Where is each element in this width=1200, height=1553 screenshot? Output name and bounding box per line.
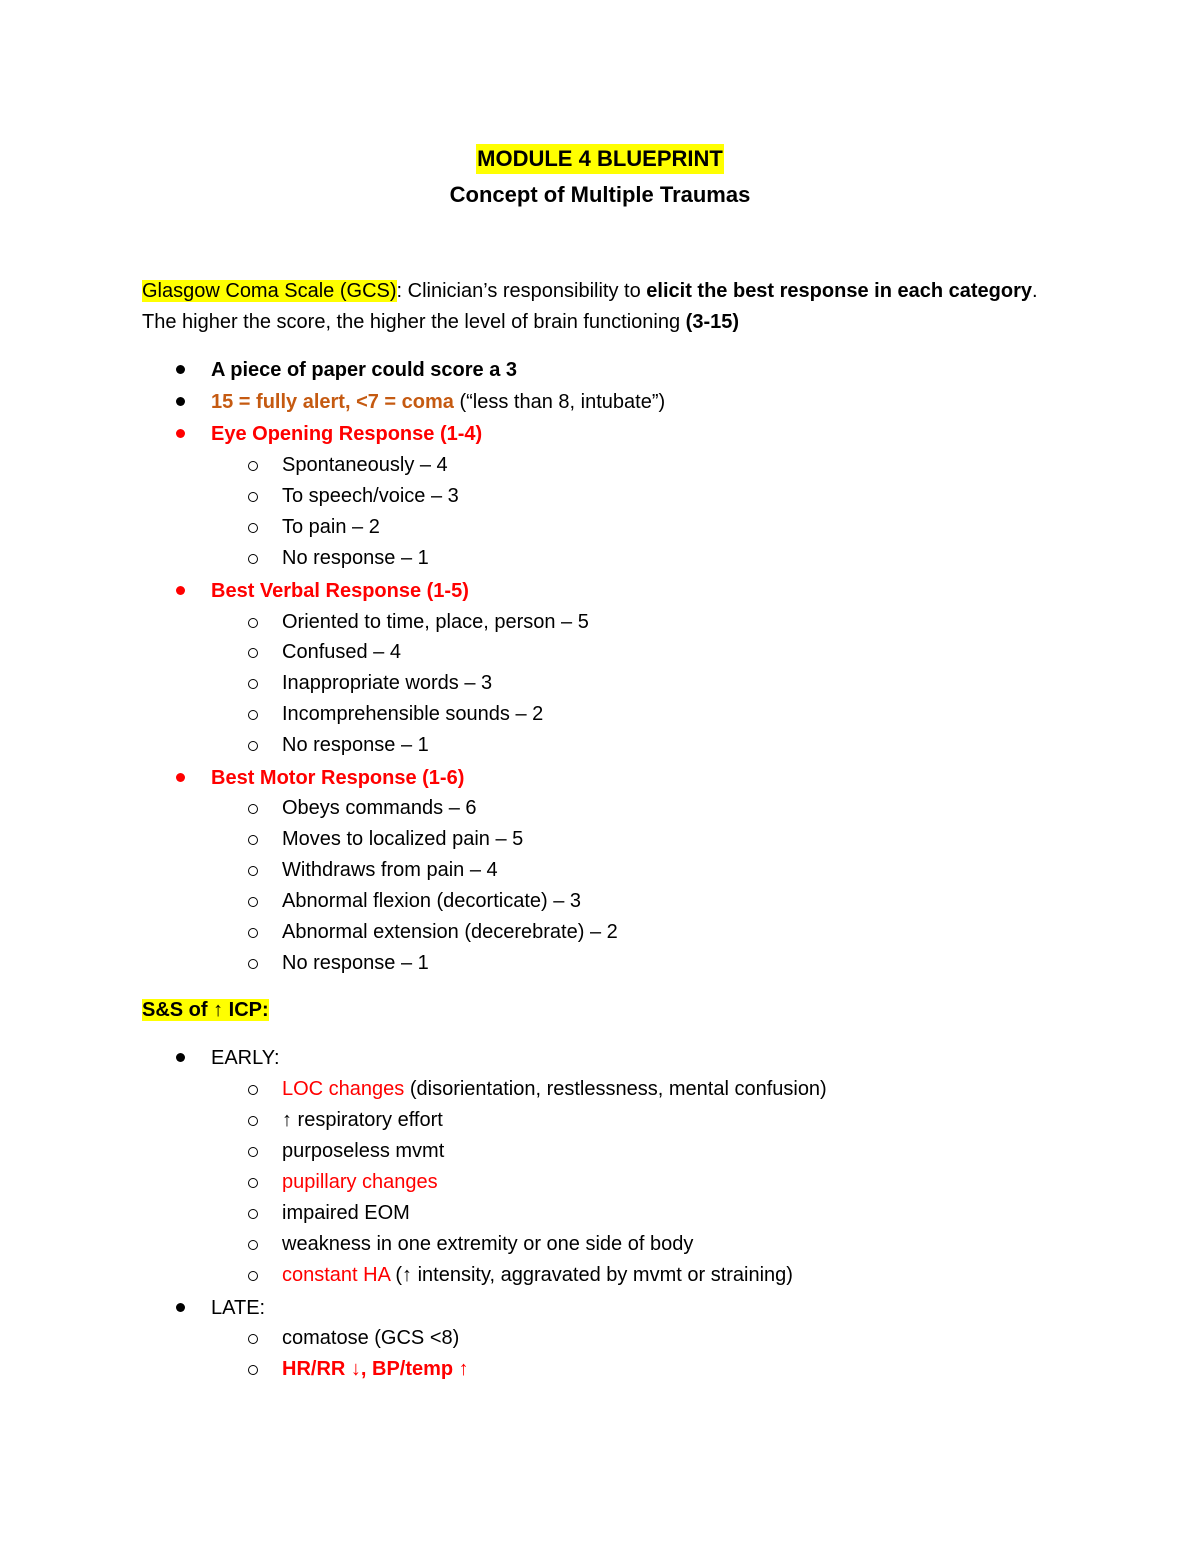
list-item: Obeys commands – 6: [282, 797, 477, 819]
list-item-loc: [282, 1076, 827, 1102]
circle-bullet-icon: [248, 897, 260, 909]
gcs-intro: [142, 276, 1042, 338]
list-item: weakness in one extremity or one side of body: [282, 1233, 694, 1255]
page-subtitle: Concept of Multiple Traumas: [449, 182, 751, 207]
circle-bullet-icon: [248, 618, 260, 630]
list-item: pupillary changes: [282, 1171, 438, 1193]
motor-heading: Best Motor Response (1-6): [211, 767, 465, 789]
circle-bullet-icon: [248, 835, 260, 847]
circle-bullet-icon: [248, 679, 260, 691]
icp-heading: S&S of ↑ ICP:: [142, 999, 269, 1021]
list-item: comatose (GCS <8): [282, 1327, 460, 1349]
list-item: impaired EOM: [282, 1202, 410, 1224]
list-item: To speech/voice – 3: [282, 485, 459, 507]
circle-bullet-icon: [248, 554, 260, 566]
circle-bullet-icon: [248, 866, 260, 878]
list-item: No response – 1: [282, 734, 429, 756]
circle-bullet-icon: [248, 928, 260, 940]
verbal-heading: Best Verbal Response (1-5): [211, 580, 469, 602]
bullet-icon: [176, 1303, 188, 1315]
ha-plain-text: (↑ intensity, aggravated by mvmt or straining): [389, 1264, 793, 1286]
eye-heading: Eye Opening Response (1-4): [211, 423, 483, 445]
bullet-icon: [176, 365, 188, 377]
circle-bullet-icon: [248, 1240, 260, 1252]
circle-bullet-icon: [248, 1271, 260, 1283]
early-label: EARLY:: [211, 1047, 280, 1069]
circle-bullet-icon: [248, 1178, 260, 1190]
gcs-heading: Glasgow Coma Scale (GCS): [142, 280, 397, 302]
gcs-intro-text-1: Clinician’s responsibility to: [402, 280, 647, 302]
bullet-icon: [176, 1053, 188, 1065]
loc-red-text: LOC changes: [282, 1078, 405, 1100]
gcs-intro-text-2: . The higher the score, the higher the level of brain functioning: [142, 280, 1038, 333]
list-item: Oriented to time, place, person – 5: [282, 611, 589, 633]
circle-bullet-icon: [248, 1085, 260, 1097]
circle-bullet-icon: [248, 741, 260, 753]
circle-bullet-icon: [248, 1116, 260, 1128]
list-item: No response – 1: [282, 547, 429, 569]
list-item: Spontaneously – 4: [282, 454, 448, 476]
bullet-icon: [176, 586, 188, 598]
alert-colored-text: 15 = fully alert, <7 = coma: [211, 391, 454, 413]
list-item: Abnormal flexion (decorticate) – 3: [282, 890, 582, 912]
circle-bullet-icon: [248, 461, 260, 473]
list-item: Confused – 4: [282, 641, 401, 663]
late-label: LATE:: [211, 1297, 266, 1319]
circle-bullet-icon: [248, 1365, 260, 1377]
list-item: Incomprehensible sounds – 2: [282, 703, 544, 725]
ha-red-text: constant HA: [282, 1264, 390, 1286]
alert-plain-text: (“less than 8, intubate”): [453, 391, 666, 413]
icp-heading-line: [142, 997, 269, 1023]
circle-bullet-icon: [248, 710, 260, 722]
list-item: Abnormal extension (decerebrate) – 2: [282, 921, 618, 943]
circle-bullet-icon: [248, 1147, 260, 1159]
list-item: HR/RR ↓, BP/temp ↑: [282, 1358, 469, 1380]
circle-bullet-icon: [248, 959, 260, 971]
list-item: No response – 1: [282, 952, 429, 974]
circle-bullet-icon: [248, 804, 260, 816]
page-title: MODULE 4 BLUEPRINT: [476, 144, 724, 174]
circle-bullet-icon: [248, 492, 260, 504]
gcs-colon: :: [396, 280, 403, 302]
list-item: Moves to localized pain – 5: [282, 828, 524, 850]
circle-bullet-icon: [248, 1334, 260, 1346]
list-item: To pain – 2: [282, 516, 380, 538]
list-item-ha: [282, 1262, 793, 1288]
list-item-paper: A piece of paper could score a 3: [211, 359, 518, 381]
list-item: ↑ respiratory effort: [282, 1109, 443, 1131]
loc-plain-text: (disorientation, restlessness, mental confusion): [404, 1078, 827, 1100]
bullet-icon: [176, 397, 188, 409]
bullet-icon: [176, 429, 188, 441]
list-item: Inappropriate words – 3: [282, 672, 493, 694]
list-item: purposeless mvmt: [282, 1140, 445, 1162]
gcs-intro-bold-1: elicit the best response in each category: [646, 280, 1032, 302]
gcs-intro-bold-2: (3-15): [685, 311, 740, 333]
circle-bullet-icon: [248, 523, 260, 535]
list-item: Withdraws from pain – 4: [282, 859, 498, 881]
circle-bullet-icon: [248, 1209, 260, 1221]
circle-bullet-icon: [248, 648, 260, 660]
bullet-icon: [176, 773, 188, 785]
title-block: [0, 144, 1200, 174]
list-item-alert: [211, 389, 665, 415]
